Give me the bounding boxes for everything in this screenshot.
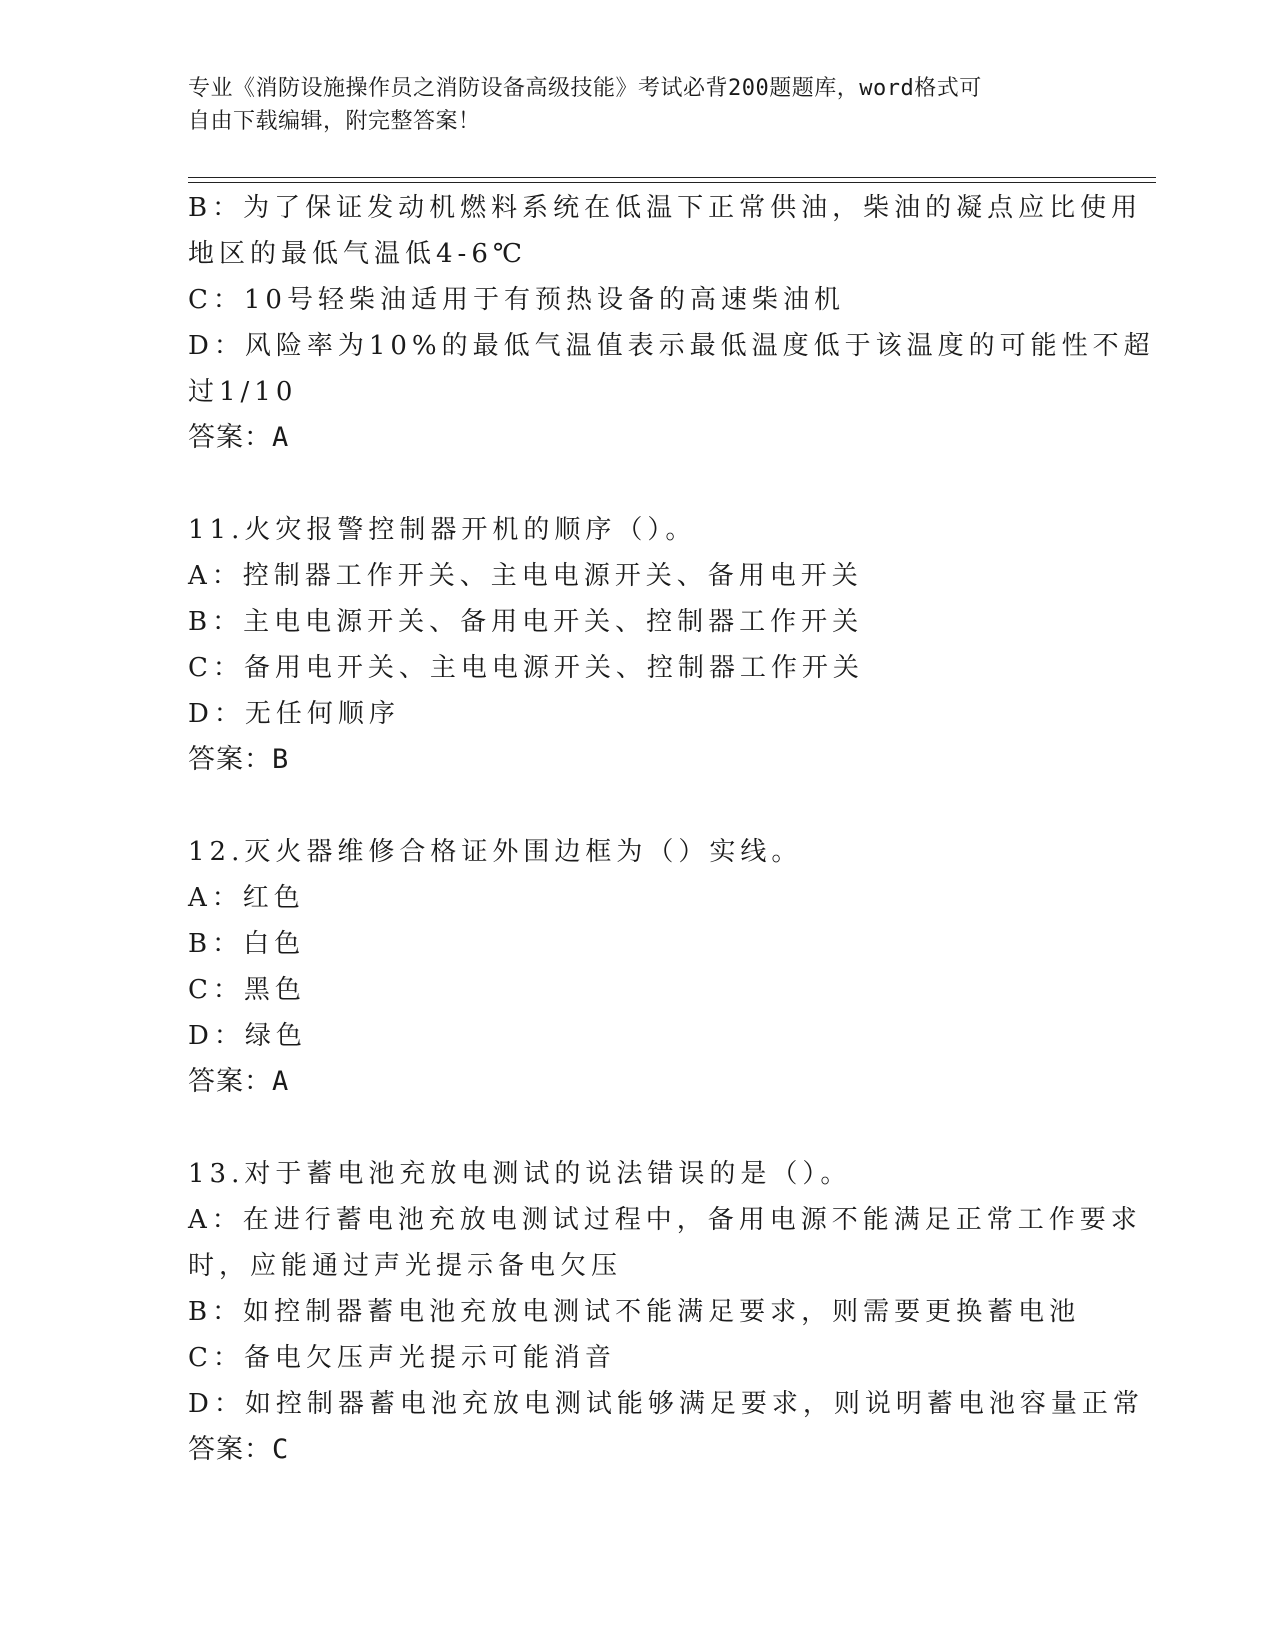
q10-option-d-line-1: D：风险率为10%的最低气温值表示最低温度低于该温度的可能性不超 <box>188 331 1155 361</box>
question-12 <box>188 829 1088 1105</box>
question-13 <box>188 1151 1144 1473</box>
q10-option-c: C：10号轻柴油适用于有预热设备的高速柴油机 <box>188 285 845 315</box>
question-10-continued <box>188 185 1155 461</box>
q10-option-b-line-1: B：为了保证发动机燃料系统在低温下正常供油，柴油的凝点应比使用 <box>188 193 1143 223</box>
q12-answer: 答案：A <box>188 1066 290 1097</box>
q12-option-d: D：绿色 <box>188 1021 307 1051</box>
q11-stem: 11.火灾报警控制器开机的顺序（）。 <box>188 515 697 545</box>
q10-option-d-line-2: 过1/10 <box>188 377 298 407</box>
q11-option-a: A：控制器工作开关、主电电源开关、备用电开关 <box>188 561 863 591</box>
q11-answer: 答案：B <box>188 744 290 775</box>
q11-option-d: D：无任何顺序 <box>188 699 400 729</box>
spacer <box>188 1105 1088 1151</box>
q11-option-c: C：备用电开关、主电电源开关、控制器工作开关 <box>188 653 864 683</box>
q13-stem: 13.对于蓄电池充放电测试的说法错误的是（）。 <box>188 1159 852 1189</box>
spacer <box>188 461 1088 507</box>
q13-option-a-line-1: A：在进行蓄电池充放电测试过程中，备用电源不能满足正常工作要求 <box>188 1205 1142 1235</box>
q13-option-a-line-2: 时，应能通过声光提示备电欠压 <box>188 1251 623 1281</box>
page-header <box>188 72 1068 138</box>
header-title-line-2: 自由下载编辑，附完整答案！ <box>188 109 481 134</box>
header-divider-bottom <box>188 182 1156 183</box>
spacer <box>188 783 1088 829</box>
q13-option-b: B：如控制器蓄电池充放电测试不能满足要求，则需要更换蓄电池 <box>188 1297 1081 1327</box>
q12-option-b: B：白色 <box>188 929 306 959</box>
header-divider-top <box>188 177 1156 178</box>
header-title-line-1: 专业《消防设施操作员之消防设备高级技能》考试必背200题题库，word格式可 <box>188 76 982 101</box>
q13-answer: 答案：C <box>188 1434 290 1465</box>
q13-option-c: C：备电欠压声光提示可能消音 <box>188 1343 616 1373</box>
q10-option-b-line-2: 地区的最低气温低4-6℃ <box>188 239 527 269</box>
q12-option-c: C：黑色 <box>188 975 306 1005</box>
document-body <box>188 185 1155 1473</box>
question-11 <box>188 507 1088 783</box>
q11-option-b: B：主电电源开关、备用电开关、控制器工作开关 <box>188 607 864 637</box>
q10-answer: 答案：A <box>188 422 290 453</box>
q13-option-d: D：如控制器蓄电池充放电测试能够满足要求，则说明蓄电池容量正常 <box>188 1389 1144 1419</box>
q12-option-a: A：红色 <box>188 883 305 913</box>
q12-stem: 12.灭火器维修合格证外围边框为（）实线。 <box>188 837 803 867</box>
